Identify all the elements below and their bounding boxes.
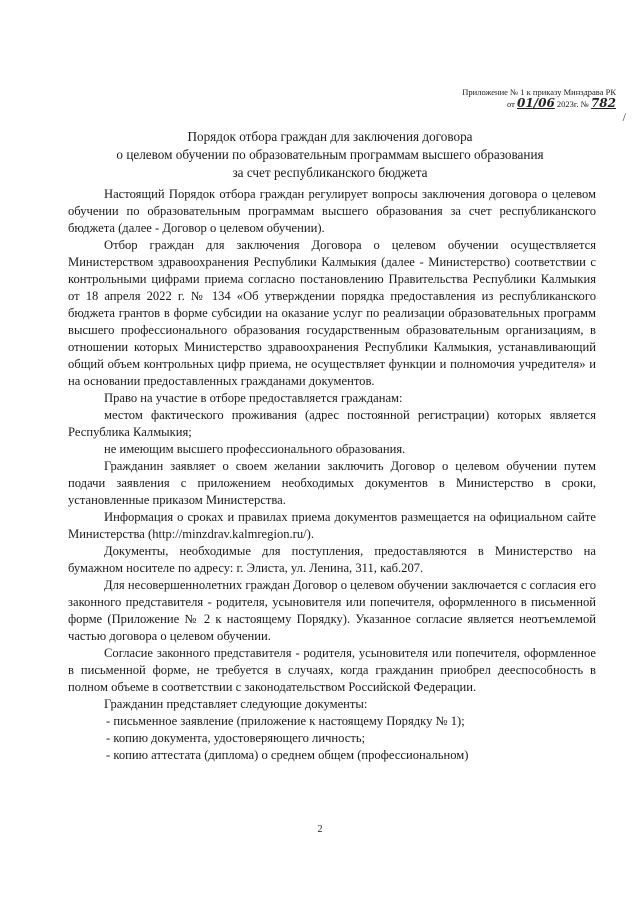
handwritten-order-number: 782 (590, 96, 616, 110)
page-number: 2 (317, 824, 323, 835)
from-prefix: от (507, 99, 515, 109)
list-item: - письменное заявление (приложение к настоящему Порядку № 1); (106, 714, 465, 728)
list-item: - копию документа, удостоверяющего личность; (106, 731, 366, 745)
title-line-1: Порядок отбора граждан для заключения договора (187, 129, 473, 144)
paragraph-eligibility-education: не имеющим высшего профессионального образования. (104, 442, 406, 456)
paragraph-minors-consent: Для несовершеннолетних граждан Договор о целевом обучении заключается с согласия его законного представителя - родителя, усыновителя или попечителя, оформленного в письменной форме (Приложение № 2 к настоящему Порядку). Указанное согласие является неотъемлемой частью договора о целевом обучении. (68, 578, 596, 643)
document-title (60, 128, 600, 182)
paragraph-documents-intro: Гражданин представляет следующие документы: (104, 697, 368, 711)
handwritten-date: 01/06 (517, 96, 555, 110)
document-body (68, 186, 596, 764)
list-item: - копию аттестата (диплома) о среднем общем (профессиональном) (106, 748, 469, 762)
paragraph-documents-address: Документы, необходимые для поступления, предоставляются в Министерство на бумажном носителе по адресу: г. Элиста, ул. Ленина, 311, каб.207. (68, 544, 596, 575)
margin-mark: / (622, 110, 626, 124)
title-line-2: о целевом обучении по образовательным программам высшего образования (116, 147, 544, 162)
title-line-3: за счет республиканского бюджета (232, 165, 428, 180)
appendix-reference: Приложение № 1 к приказу Минздрава РК (462, 87, 616, 97)
year-number-label: 2023г. № (556, 99, 589, 109)
paragraph-eligibility-residence: местом фактического проживания (адрес постоянной регистрации) которых является Республика Калмыкия; (68, 408, 596, 439)
paragraph-scope: Настоящий Порядок отбора граждан регулирует вопросы заключения договора о целевом обучении по образовательным программам высшего образования за счет республиканского бюджета (далее - Договор о целевом обучении). (68, 187, 596, 235)
paragraph-application: Гражданин заявляет о своем желании заключить Договор о целевом обучении путем подачи заявления с приложением необходимых документов в Министерство в сроки, установленные приказом Министерства. (68, 459, 596, 507)
paragraph-eligibility-intro: Право на участие в отборе предоставляется гражданам: (104, 391, 403, 405)
paragraph-information: Информация о сроках и правилах приема документов размещается на официальном сайте Министерства (http://minzdrav.kalmregion.ru/). (68, 510, 596, 541)
order-date-line (376, 98, 616, 110)
paragraph-consent-exception: Согласие законного представителя - родителя, усыновителя или попечителя, оформленное в письменной форме, не требуется в случаях, когда гражданин приобрел дееспособность в полном объеме в соответствии с законодательством Российской Федерации. (68, 646, 596, 694)
paragraph-selection-basis: Отбор граждан для заключения Договора о целевом обучении осуществляется Министерством здравоохранения Республики Калмыкия (далее - Министерство) соответствии с контрольными цифрами приема согласно постановлению Правительства Республики Калмыкия от 18 апреля 2022 г. № 134 «Об утверждении порядка предоставления из республиканского бюджета грантов в форме субсидии на оказание услуг по реализации образовательных программ высшего профессионального образования государственным образовательным организациям, в отношении которых Министерство здравоохранения Республики Калмыкия, устанавливающий общий объем контрольных цифр приема, не осуществляет функции и полномочия учредителя» и на основании предоставленных гражданами документов. (68, 238, 596, 388)
appendix-header (376, 87, 616, 110)
